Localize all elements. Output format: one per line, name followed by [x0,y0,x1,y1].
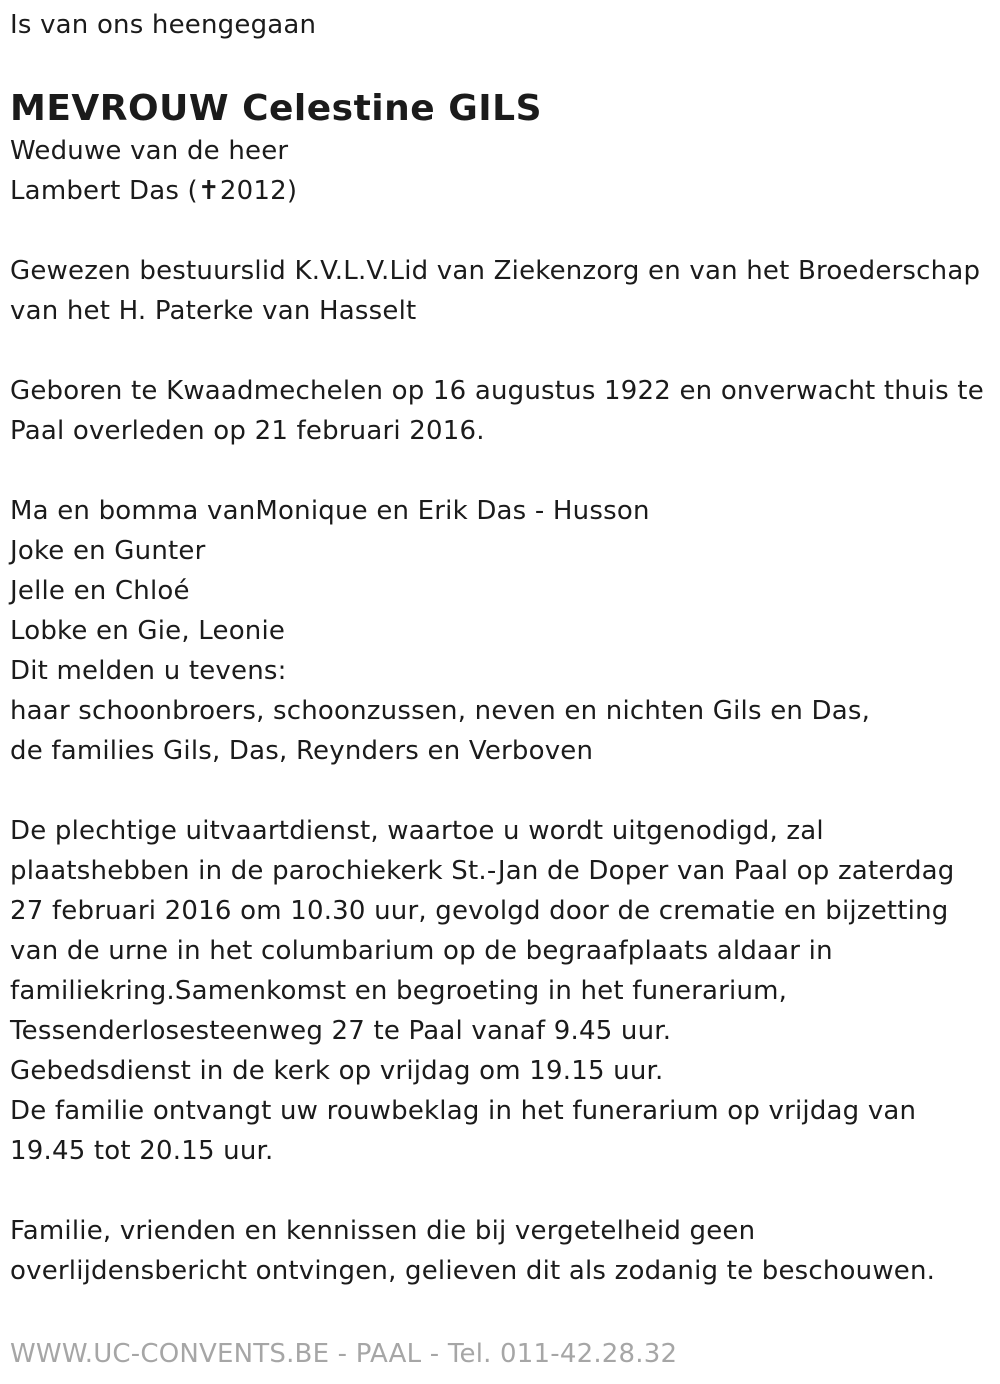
ceremony-line: plaatshebben in de parochiekerk St.-Jan de Doper van Paal op zaterdag [10,856,955,886]
ceremony-line: Tessenderlosesteenweg 27 te Paal vanaf 9.45 uur. [10,1016,672,1046]
obituary-notice [10,5,995,1291]
ceremony-line: 19.45 tot 20.15 uur. [10,1136,274,1166]
spouse-line: Lambert Das (✝2012) [10,176,298,206]
ceremony-line: De plechtige uitvaartdienst, waartoe u wordt uitgenodigd, zal [10,816,824,846]
family-line: Dit melden u tevens: [10,656,287,686]
family-line: Ma en bomma vanMonique en Erik Das - Husson [10,496,650,526]
family-line: Jelle en Chloé [10,576,190,606]
spouse-section [10,131,995,211]
family-line: de families Gils, Das, Reynders en Verboven [10,736,594,766]
memberships-section [10,251,995,331]
family-line: Joke en Gunter [10,536,206,566]
closing-section [10,1211,995,1291]
family-section [10,491,995,771]
closing-line: overlijdensbericht ontvingen, gelieven dit als zodanig te beschouwen. [10,1256,936,1286]
birth-death-line: Paal overleden op 21 februari 2016. [10,416,485,446]
paragraph-gap [10,451,995,491]
deceased-name: MEVROUW Celestine GILS [10,88,543,129]
ceremony-line: 27 februari 2016 om 10.30 uur, gevolgd door de crematie en bijzetting [10,896,949,926]
memberships-line: van het H. Paterke van Hasselt [10,296,417,326]
paragraph-gap [10,211,995,251]
birth-death-section [10,371,995,451]
paragraph-gap [10,1171,995,1211]
ceremony-line: familiekring.Samenkomst en begroeting in het funerarium, [10,976,788,1006]
intro-text: Is van ons heengegaan [10,10,317,40]
footer-contact: WWW.UC-CONVENTS.BE - PAAL - Tel. 011-42.28.32 [10,1339,678,1369]
paragraph-gap [10,331,995,371]
ceremony-line: Gebedsdienst in de kerk op vrijdag om 19.15 uur. [10,1056,664,1086]
family-line: haar schoonbroers, schoonzussen, neven en nichten Gils en Das, [10,696,871,726]
family-line: Lobke en Gie, Leonie [10,616,286,646]
ceremony-section [10,811,995,1171]
ceremony-line: van de urne in het columbarium op de begraafplaats aldaar in [10,936,833,966]
paragraph-gap [10,771,995,811]
ceremony-line: De familie ontvangt uw rouwbeklag in het funerarium op vrijdag van [10,1096,917,1126]
birth-death-line: Geboren te Kwaadmechelen op 16 augustus 1922 en onverwacht thuis te [10,376,984,406]
closing-line: Familie, vrienden en kennissen die bij vergetelheid geen [10,1216,756,1246]
memberships-line: Gewezen bestuurslid K.V.L.V.Lid van Ziekenzorg en van het Broederschap [10,256,981,286]
spouse-line: Weduwe van de heer [10,136,289,166]
